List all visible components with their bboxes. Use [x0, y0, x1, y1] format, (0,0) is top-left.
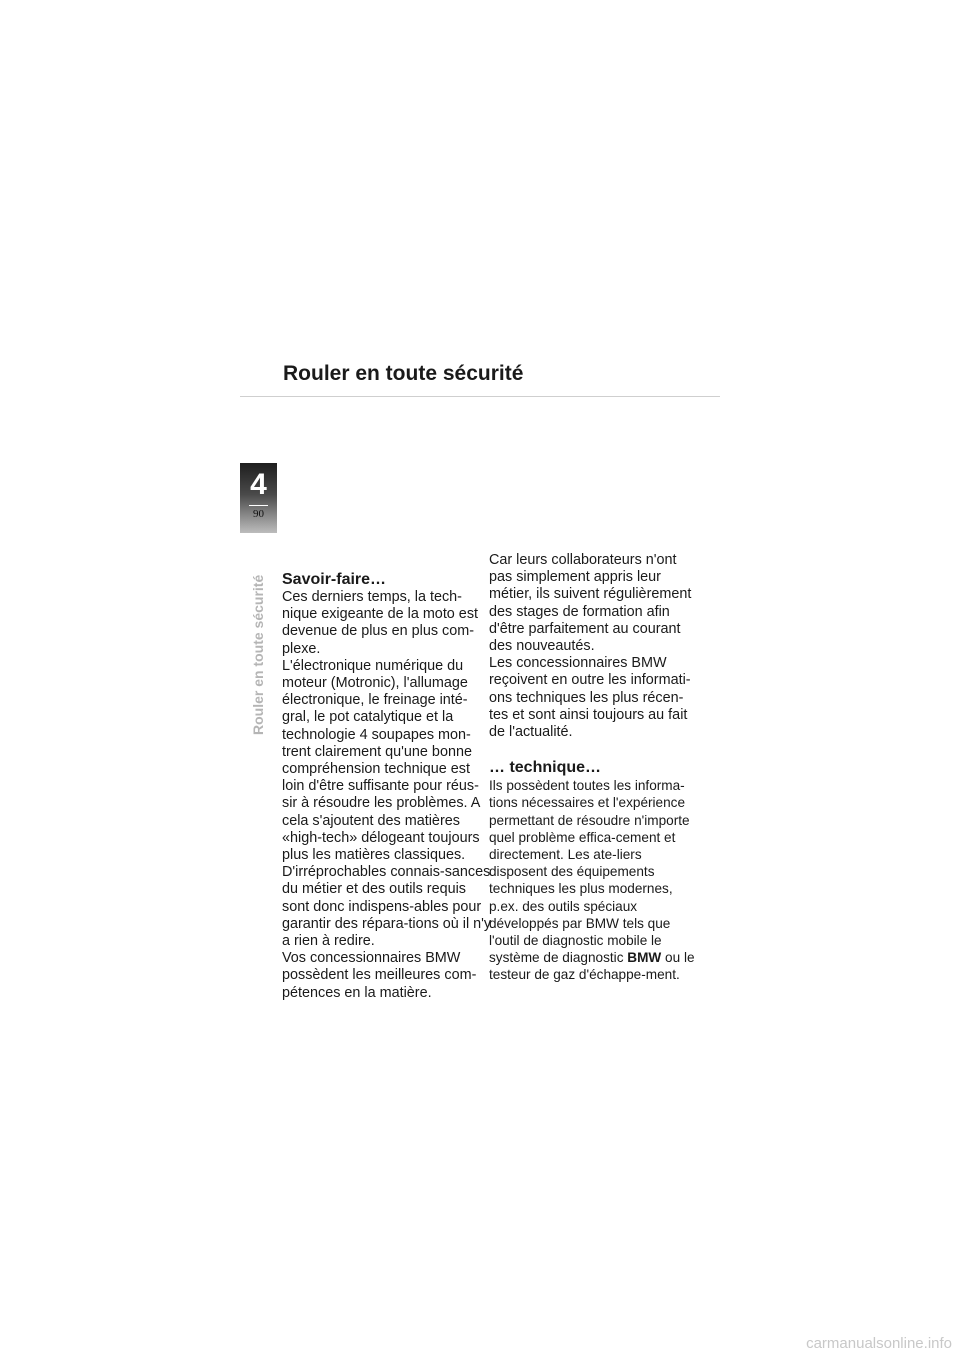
side-chapter-label: Rouler en toute sécurité: [250, 574, 266, 735]
title-divider: [240, 396, 720, 397]
paragraph-text: ou le testeur de gaz d'échappe-ment.: [489, 950, 695, 983]
chapter-tab-divider: [249, 505, 268, 506]
paragraph: [489, 777, 701, 983]
brand-name: BMW: [627, 950, 662, 966]
page-number: 90: [253, 508, 264, 520]
paragraph: Ces derniers temps, la tech-nique exigeante de la moto est devenue de plus en plus com-plexe.: [282, 589, 479, 657]
page-title: Rouler en toute sécurité: [283, 362, 524, 385]
section-heading-savoir-faire: Savoir-faire…: [282, 571, 387, 588]
left-column: [282, 552, 494, 1002]
footer-watermark: carmanualsonline.info: [806, 1335, 952, 1352]
paragraph-text: Ils possèdent toutes les informa-tions nécessaires et l'expérience permettant de résoudre n'importe quel problème effica-cement et directement. Les ate-liers disposent des équipements techniques les plus modernes, p.ex. des outils spéciaux développés par BMW tels que l'outil de diagnostic mobile le système de diagnostic: [489, 778, 690, 966]
paragraph: Vos concessionnaires BMW possèdent les meilleures com-pétences en la matière.: [282, 950, 477, 1001]
paragraph: Car leurs collaborateurs n'ont pas simplement appris leur métier, ils suivent régulièrement des stages de formation afin d'être parfaitement au courant des nouveautés.: [489, 552, 692, 655]
right-column: [489, 552, 701, 984]
section-heading-technique: … technique…: [489, 759, 602, 777]
paragraph: L'électronique numérique du moteur (Motronic), l'allumage électronique, le freinage inté-gral, le pot catalytique et la technologie 4 soupapes mon-trent clairement qu'une bonne compréhension technique est loin d'être suffisante pour réus-sir à résoudre les problèmes. A cela s'ajoutent des matières «high-tech» délogeant toujours plus les matières classiques.: [282, 657, 480, 864]
chapter-number: 4: [250, 468, 267, 501]
paragraph: Les concessionnaires BMW reçoivent en outre les informati-ons techniques les plus récen-tes et sont ainsi toujours au fait de l'actualité.: [489, 655, 691, 741]
chapter-tab: [240, 463, 277, 533]
paragraph: D'irréprochables connais-sances du métier et des outils requis sont donc indispens-ables pour garantir des répara-tions où il n'y a rien à redire.: [282, 864, 492, 950]
